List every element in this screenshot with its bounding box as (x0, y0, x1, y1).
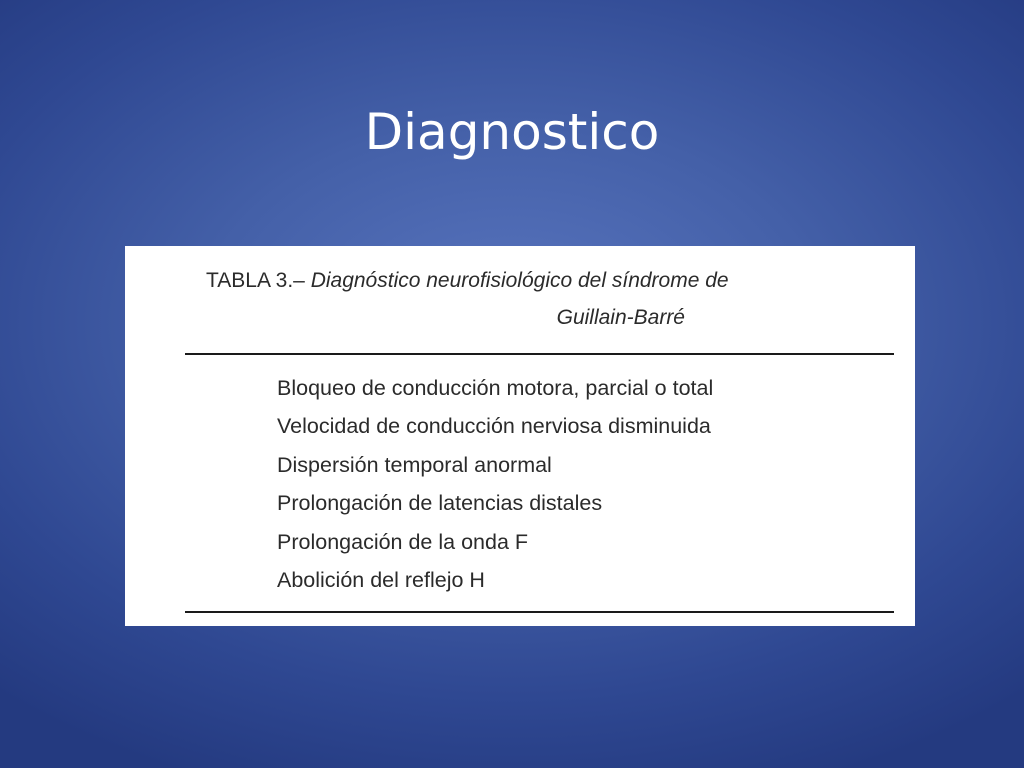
criteria-item: Velocidad de conducción nerviosa disminuida (277, 414, 711, 439)
slide-title: Diagnostico (364, 102, 660, 161)
table-label: TABLA 3.– (206, 269, 305, 292)
criteria-item: Prolongación de latencias distales (277, 491, 603, 516)
table-bottom-rule (185, 611, 894, 613)
table-top-rule (185, 353, 894, 355)
table-figure (125, 246, 915, 626)
criteria-item: Bloqueo de conducción motora, parcial o total (277, 376, 714, 400)
table-caption (206, 268, 729, 294)
table-title-line-2: Guillain-Barré (556, 306, 685, 329)
criteria-list (277, 375, 713, 605)
table-title-line-1: Diagnóstico neurofisiológico del síndrome de (310, 269, 729, 292)
criteria-item: Dispersión temporal anormal (277, 452, 552, 477)
criteria-item: Prolongación de la onda F (277, 529, 529, 554)
criteria-item: Abolición del reflejo H (277, 567, 485, 592)
